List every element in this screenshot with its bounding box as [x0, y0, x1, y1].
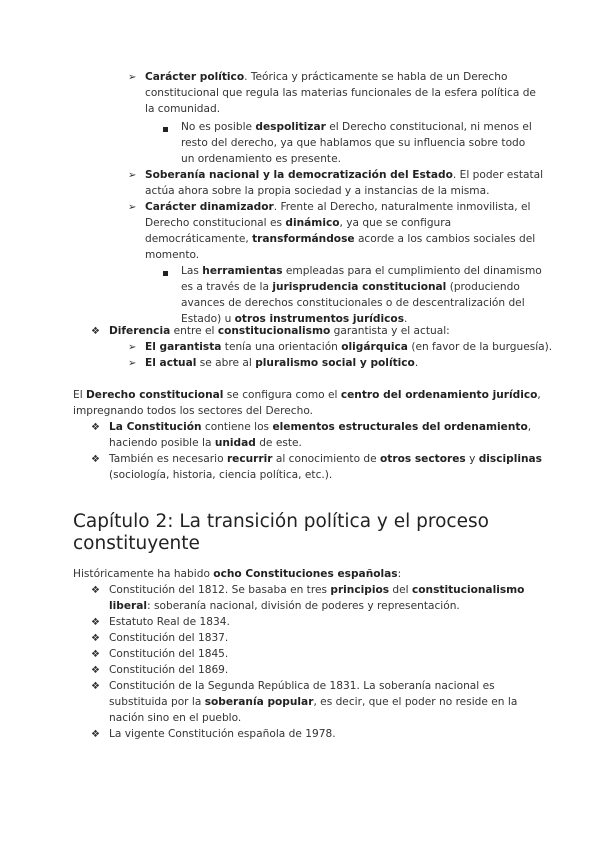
text-line: la comunidad. [145, 103, 221, 115]
square-bullet-icon [163, 271, 168, 276]
text-line: La Constitución contiene los elementos estructurales del ordenamiento, [109, 421, 532, 433]
diamond-bullet-icon: ❖ [91, 422, 100, 433]
text-line: resto del derecho, ya que hablamos que su influencia sobre todo [181, 137, 526, 149]
diamond-bullet-icon: ❖ [91, 617, 100, 628]
text-line: Las herramientas empleadas para el cumplimiento del dinamismo [181, 265, 542, 277]
text-line: (sociología, historia, ciencia política, etc.). [109, 469, 333, 481]
text-line: Diferencia entre el constitucionalismo garantista y el actual: [109, 325, 450, 337]
diamond-bullet-icon: ❖ [91, 649, 100, 660]
text-line: Constitución del 1812. Se basaba en tres principios del constitucionalismo [109, 584, 525, 596]
text-line: Constitución del 1845. [109, 648, 229, 660]
diamond-bullet-icon: ❖ [91, 729, 100, 740]
diamond-bullet-icon: ❖ [91, 585, 100, 596]
text-line: Históricamente ha habido ocho Constituciones españolas: [73, 568, 402, 580]
chapter-heading-line: constituyente [73, 532, 200, 554]
text-line: No es posible despolitizar el Derecho constitucional, ni menos el [181, 121, 532, 133]
text-line: liberal: soberanía nacional, división de poderes y representación. [109, 600, 460, 612]
text-line: actúa ahora sobre la propia sociedad y a instancias de la misma. [145, 185, 490, 197]
text-line: un ordenamiento es presente. [181, 153, 341, 165]
text-line: Estatuto Real de 1834. [109, 616, 230, 628]
arrow-bullet-icon: ➢ [128, 342, 137, 353]
text-line: democráticamente, transformándose acorde a los cambios sociales del [145, 233, 536, 245]
chapter-heading-line: Capítulo 2: La transición política y el proceso [73, 511, 489, 532]
diamond-bullet-icon: ❖ [91, 454, 100, 465]
text-line: Soberanía nacional y la democratización del Estado. El poder estatal [145, 169, 544, 181]
text-line: constitucional que regula las materias funcionales de la esfera política de [145, 87, 536, 99]
text-line: También es necesario recurrir al conocimiento de otros sectores y disciplinas [109, 453, 542, 465]
arrow-bullet-icon: ➢ [128, 358, 137, 369]
square-bullet-icon [163, 127, 168, 132]
text-line: substituida por la soberanía popular, es decir, que el poder no reside en la [109, 696, 518, 708]
diamond-bullet-icon: ❖ [91, 633, 100, 644]
text-line: Derecho constitucional es dinámico, ya que se configura [145, 217, 452, 229]
text-line: Carácter dinamizador. Frente al Derecho, naturalmente inmovilista, el [145, 201, 531, 213]
text-line: La vigente Constitución española de 1978. [109, 728, 336, 740]
text-line: El garantista tenía una orientación oligárquica (en favor de la burguesía). [145, 341, 553, 353]
chapter-heading [73, 511, 533, 554]
text-line: avances de derechos constitucionales o de descentralización del [181, 297, 525, 309]
text-line: Estado) u otros instrumentos jurídicos. [181, 313, 408, 325]
diamond-bullet-icon: ❖ [91, 681, 100, 692]
text-line: impregnando todos los sectores del Derecho. [73, 405, 313, 417]
text-line: Constitución del 1837. [109, 632, 229, 644]
arrow-bullet-icon: ➢ [128, 170, 137, 181]
text-line: Constitución de la Segunda República de 1831. La soberanía nacional es [109, 680, 495, 692]
arrow-bullet-icon: ➢ [128, 202, 137, 213]
arrow-bullet-icon: ➢ [128, 72, 137, 83]
text-line: nación sino en el pueblo. [109, 712, 242, 724]
text-line: El Derecho constitucional se configura como el centro del ordenamiento jurídico, [73, 389, 541, 401]
text-line: El actual se abre al pluralismo social y político. [145, 357, 419, 369]
text-line: Carácter político. Teórica y prácticamente se habla de un Derecho [145, 71, 508, 83]
text-line: haciendo posible la unidad de este. [109, 437, 302, 449]
text-line: Constitución del 1869. [109, 664, 229, 676]
text-line: momento. [145, 249, 200, 261]
diamond-bullet-icon: ❖ [91, 665, 100, 676]
diamond-bullet-icon: ❖ [91, 326, 100, 337]
text-line: es a través de la jurisprudencia constitucional (produciendo [181, 281, 520, 293]
